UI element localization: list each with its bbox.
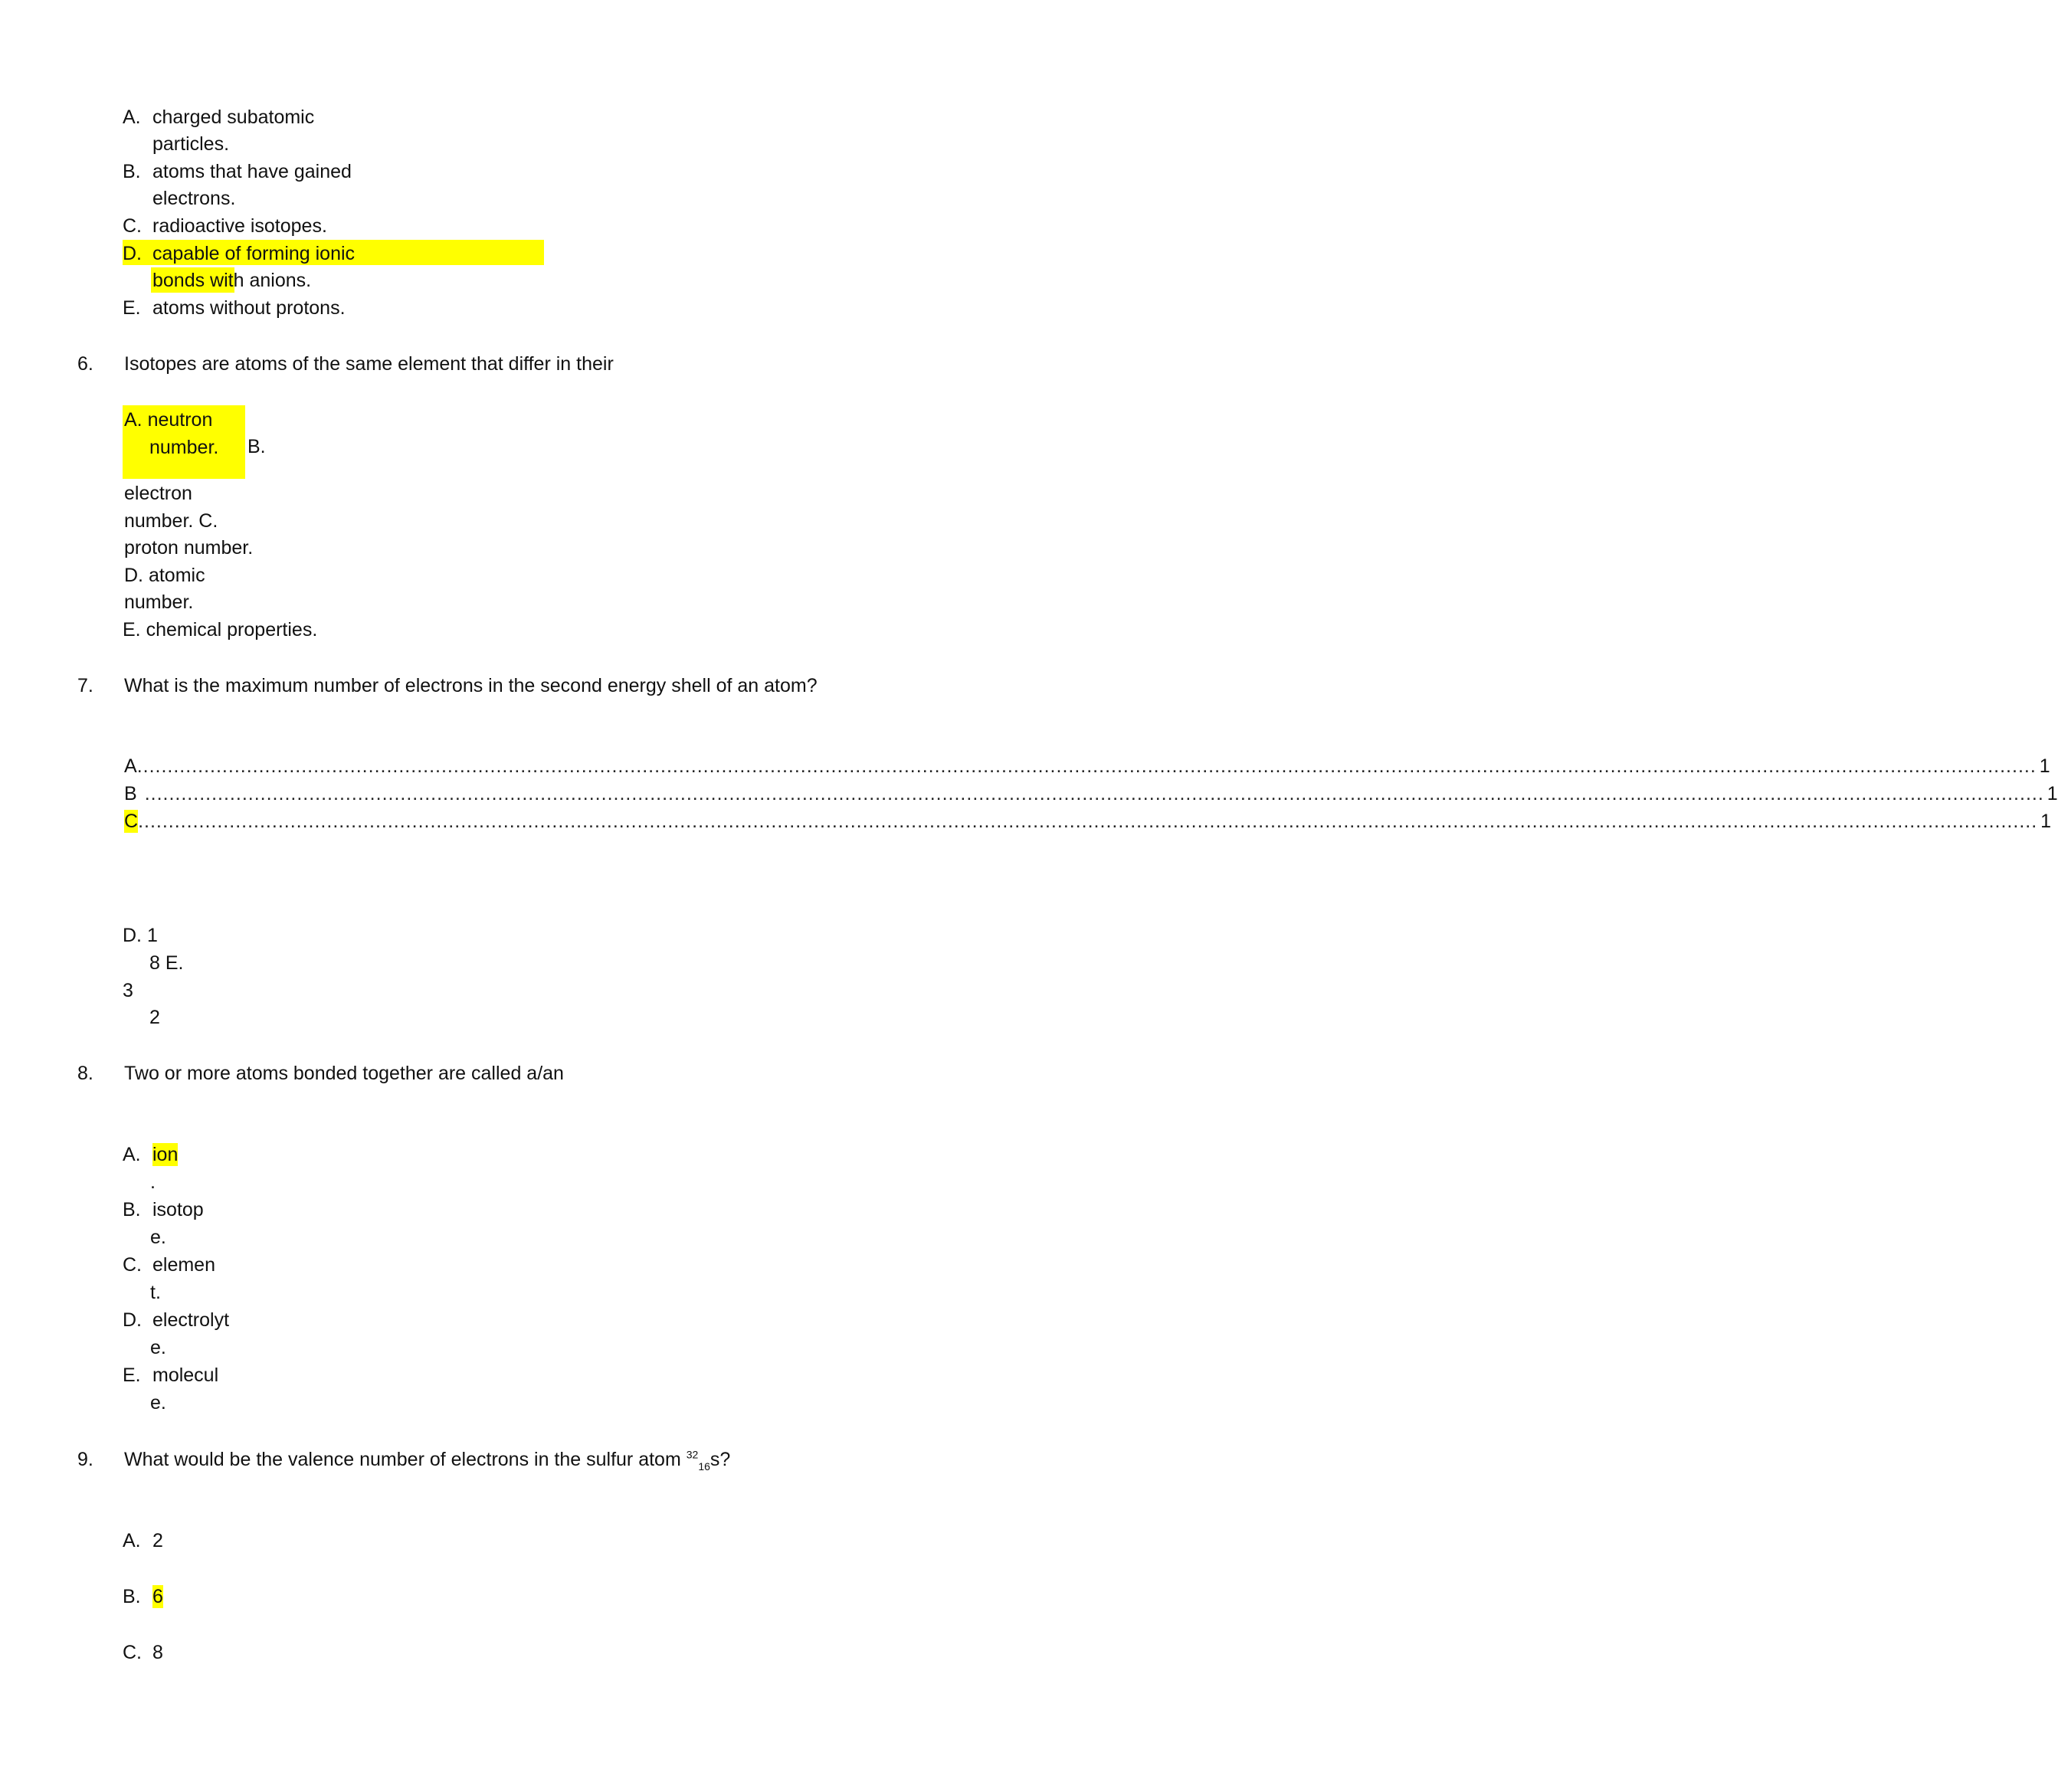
option-text: proton number. (124, 537, 254, 559)
option-text: isotop (152, 1199, 204, 1220)
question-text: What would be the valence number of electrons in the sulfur atom $^{32}_{16}$s? (124, 1448, 731, 1473)
question-text: What is the maximum number of electrons in the second energy shell of an atom? (124, 675, 818, 696)
option-letter: D. (123, 1309, 142, 1331)
option-text: electron (124, 483, 192, 504)
dot-leader: ........................................................................................................................................................................................................................................................................................................................ (136, 755, 2037, 777)
option-text: A. neutron (124, 409, 213, 431)
option-value: 1 (2040, 811, 2052, 832)
option-letter: A. (123, 1144, 141, 1165)
option-text: e. (150, 1392, 166, 1414)
option-text: D. atomic (124, 565, 205, 586)
question-text: Two or more atoms bonded together are called a/an (124, 1063, 564, 1084)
option-text: e. (150, 1337, 166, 1358)
option-text: D. 1 (123, 925, 158, 946)
option-text: radioactive isotopes. (152, 215, 327, 237)
option-text: molecul (152, 1364, 219, 1386)
leader-row (124, 782, 2058, 805)
atomic-number: 16 (698, 1460, 710, 1473)
option-text: ion (152, 1144, 179, 1165)
option-letter: A. (123, 1530, 141, 1551)
option-letter: E. (123, 297, 141, 319)
option-text: 6 (152, 1586, 163, 1607)
option-text: number. C. (124, 510, 218, 532)
option-text: capable of forming ionic (152, 243, 356, 264)
option-letter: E. (123, 1364, 141, 1386)
option-letter: C. (123, 1254, 142, 1276)
option-text: elemen (152, 1254, 215, 1276)
question-text: Isotopes are atoms of the same element that differ in their (124, 353, 614, 375)
question-number: 7. (77, 675, 93, 696)
question-number: 8. (77, 1063, 93, 1084)
option-text: 3 (123, 980, 133, 1001)
dot-leader: ........................................................................................................................................................................................................................................................................................................................ (138, 811, 2038, 832)
option-text: 2 (152, 1530, 163, 1551)
option-letter: C. (123, 1642, 142, 1663)
option-text: number. (124, 591, 194, 613)
question-number: 6. (77, 353, 93, 375)
option-value: 1 (2039, 755, 2050, 777)
option-text: 2 (149, 1007, 160, 1028)
option-text: 8 (152, 1642, 163, 1663)
option-letter: A (124, 755, 137, 777)
option-letter: C. (123, 215, 142, 237)
option-text: E. chemical properties. (123, 619, 318, 640)
option-text: number. (149, 437, 219, 458)
option-text: atoms without protons. (152, 297, 346, 319)
mass-number: 32 (686, 1448, 699, 1461)
option-text: charged subatomic (152, 106, 315, 128)
option-letter: A. (123, 106, 141, 128)
dot-leader: ........................................................................................................................................................................................................................................................................................................................ (144, 783, 2044, 804)
option-text: bonds with anions. (152, 270, 312, 291)
option-letter: B. (123, 1586, 141, 1607)
option-letter: B (124, 783, 137, 804)
option-text: particles. (152, 133, 230, 155)
option-letter: B. (123, 161, 141, 182)
option-text: e. (150, 1227, 166, 1248)
option-letter: C (124, 811, 139, 832)
option-value: 1 (2047, 783, 2058, 804)
option-letter: B. (123, 1199, 141, 1220)
option-text: . (150, 1171, 156, 1193)
option-letter: B. (247, 436, 266, 457)
option-text: electrolyt (152, 1309, 230, 1331)
option-letter: D. (123, 243, 142, 264)
option-text: electrons. (152, 188, 236, 209)
option-text: 8 E. (149, 952, 184, 974)
question-number: 9. (77, 1449, 93, 1470)
leader-row (124, 755, 2050, 778)
option-text: t. (150, 1282, 161, 1303)
option-text: atoms that have gained (152, 161, 352, 182)
leader-row (124, 810, 2052, 833)
